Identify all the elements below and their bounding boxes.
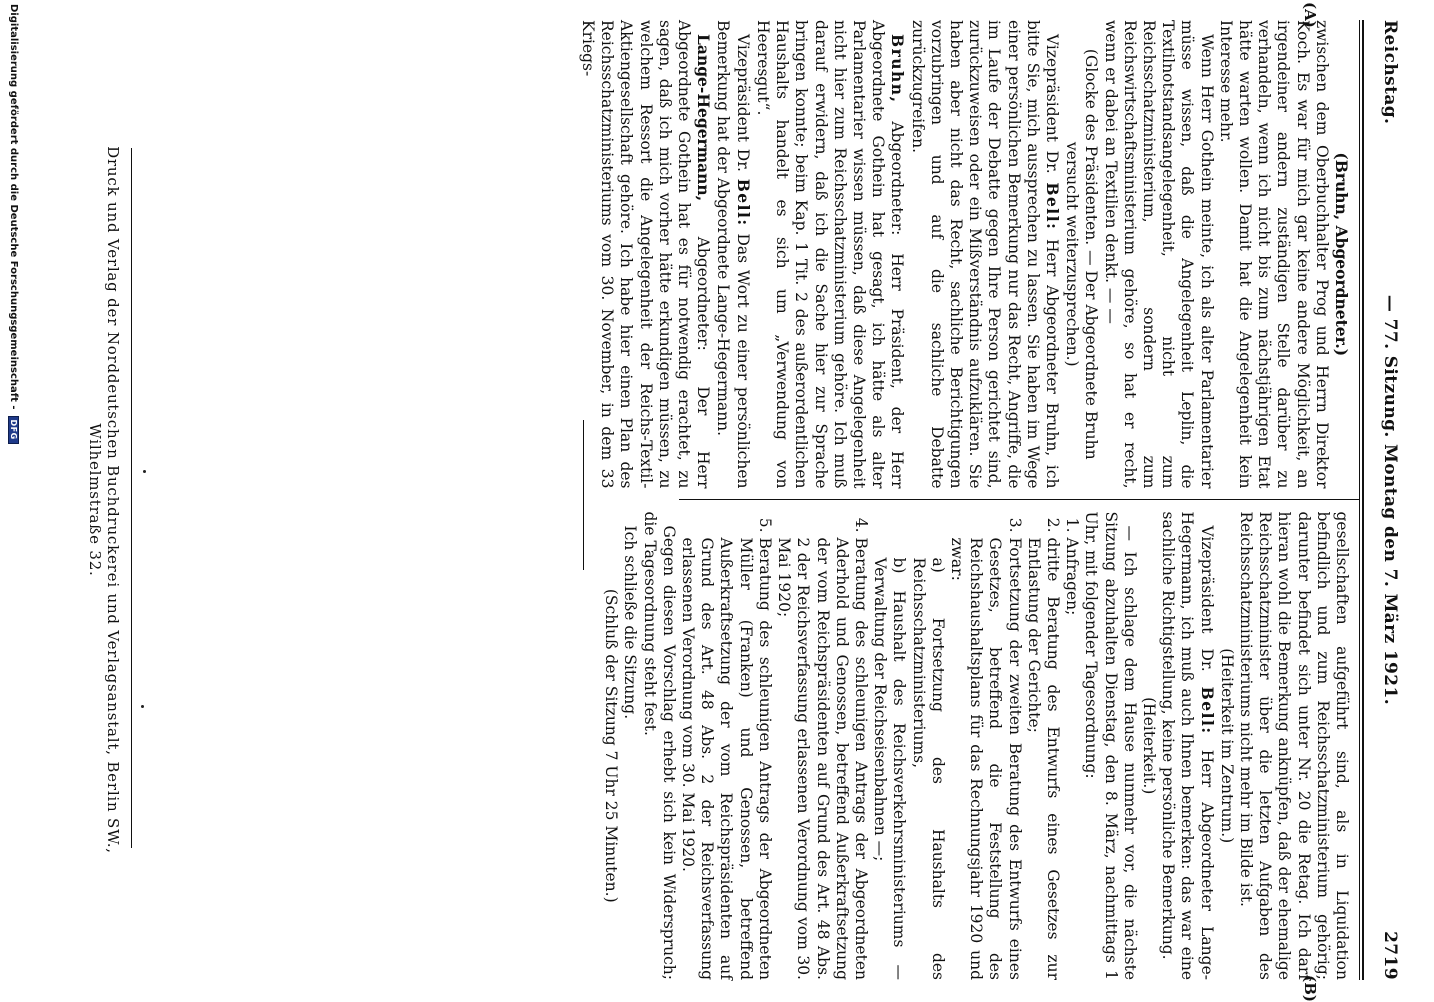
header-rule — [1362, 20, 1364, 980]
scan-speck — [143, 470, 146, 473]
page-content — [310, 2, 1400, 1002]
paragraph: Gegen diesen Vorschlag erhebt sich kein Widerspruch; die Tagesordnung steht fest. — [640, 511, 678, 980]
stage-direction: (Heiterkeit im Zentrum.) — [1217, 648, 1236, 844]
agenda-item: 4. Beratung des schleunigen Antrags der Abgeordneten Aderhold und Genossen, betreffend Außerkraftsetzung der vom Reichspräsidenten auf Grund des Art. 48 Abs. 2 der Reichsverfassung erlassenen Verordnung vom 30. Mai 1920; — [774, 538, 870, 981]
stage-direction: (Heiterkeit.) — [1139, 697, 1158, 795]
header-rule-thin — [1359, 20, 1360, 980]
paragraph: gesellschaften aufgeführt sind, als in Liquidation befindlich und zum Reichsschatzministerium gehörig; darunter befindet sich unter Nr. 20 die Retag. Ich darf hieran wohl die Bemerkung anknüpfen, daß der ehemalige Reichsschatzminister über die letzten Aufgaben des Reichsschatzministeriums nicht mehr im Bilde ist. — [1236, 511, 1351, 980]
imprint-rule — [131, 148, 132, 848]
paragraph: Vizepräsident Dr. Bell: Das Wort zu einer persönlichen Bemerkung hat der Abgeordnete Lange-Hegermann. — [714, 20, 753, 489]
right-column — [602, 500, 1359, 1002]
left-column — [579, 2, 1359, 499]
speaker-label: (Bruhn, Abgeordneter.) — [1332, 152, 1351, 357]
paragraph: — Ich schlage dem Hause nunmehr vor, die nächste Sitzung abzuhalten Dienstag, den 8. März, nachmittags 1 Uhr, mit folgender Tagesordnung: — [1082, 511, 1139, 980]
paragraph: Bruhn, Abgeordneter: Herr Präsident, der Herr Abgeordnete Gothein hat gesagt, ich hätte als alter Parlamentarier wissen müssen, daß diese Angelegenheit nicht hier zum Reichsschatzministerium gehöre. Ich muß darauf erwidern, daß ich die Sache hier zur Sprache bringen konnte; beim Kap. 1 Tit. 2 des außerordentlichen Haushalts handelt es sich um „Verwendung von Heeresgut“. — [753, 20, 908, 489]
header-session-date: — 77. Sitzung. Montag den 7. März 1921. — [1380, 294, 1400, 706]
paragraph: zwischen dem Oberbuchhalter Prog und Herrn Direktor Koch. Es war für mich gar keine andere Möglichkeit, an irgendeiner andern zuständigen Stelle darüber zu verhandeln, wenn ich nicht bis zum nächstjährigen Etat hätte warten wollen. Damit hat die Angelegenheit kein Interesse mehr. — [1216, 20, 1331, 489]
stage-direction: (Glocke des Präsidenten. — Der Abgeordnete Bruhn versucht weiterzusprechen.) — [1063, 48, 1101, 460]
header-title: Reichstag. — [1380, 20, 1400, 125]
paragraph: Lange-Hegermann, Abgeordneter: Der Herr Abgeordnete Gothein hat es für notwendig erachtet, zu sagen, daß ich mich vorher hätte erkundigen müssen, zu welchem Ressort die Angelegenheit der Reichs-Textil-Aktiengesellschaft gehöre. Ich habe hier einen Plan des Reichsschatzministeriums vom 30. November, in dem 33 Kriegs- — [579, 20, 714, 489]
margin-mark-a: (A) — [1301, 2, 1319, 28]
paragraph: Vizepräsident Dr. Bell: Herr Abgeordneter Bruhn, ich bitte Sie, mich aussprechen zu lassen. Sie haben im Wege einer persönlichen Bemerkung nur das Recht, Angriffe, die im Laufe der Debatte gegen Ihre Person gerichtet sind, zurückzuweisen oder ein Mißverständnis aufzuklären. Sie haben aber nicht das Recht, sachliche Berichtigungen vorzubringen und auf die sachliche Debatte zurückzugreifen. — [908, 20, 1062, 489]
closing-note: (Schluß der Sitzung 7 Uhr 25 Minuten.) — [602, 588, 621, 903]
page-header — [1366, 20, 1400, 980]
agenda-item: 5. Beratung des schleunigen Antrags der Abgeordneten Müller (Franken) und Genossen, betreffend Außerkraftsetzung der vom Reichspräsidenten auf Grund des Art. 48 Abs. 2 der Reichsverfassung erlassenen Verordnung vom 30. Mai 1920. — [678, 538, 774, 981]
agenda-item: 1. Anfragen; — [1062, 538, 1081, 981]
agenda-item: 2. dritte Beratung des Entwurfs eines Gesetzes zur Entlastung der Gerichte; — [1024, 538, 1062, 981]
text-columns — [579, 2, 1359, 1002]
margin-mark-b: (B) — [1301, 975, 1319, 1002]
agenda-subitem: a) Fortsetzung des Haushalts des Reichsschatzministeriums, — [909, 557, 947, 980]
scan-speck — [141, 705, 144, 708]
paragraph: Ich schließe die Sitzung. — [621, 525, 640, 720]
digitization-text: Digitalisierung gefördert durch die Deutsche Forschungsgemeinschaft - — [8, 4, 19, 410]
agenda-item: 3. Fortsetzung der zweiten Beratung des Entwurfs eines Gesetzes, betreffend die Feststellung des Reichshaushaltsplans für das Rechnungsjahr 1920 und zwar: a) Fortsetzung des Haushalts des Reichsschatzministeriums, b) Haushalt des Reichsverkehrsministeriums — Verwaltung der Reichseisenbahnen —; — [870, 538, 1024, 981]
dfg-logo-icon: DFG — [8, 416, 19, 444]
page-number: 2719 — [1380, 931, 1400, 980]
agenda-subitem: b) Haushalt des Reichsverkehrsministeriums — Verwaltung der Reichseisenbahnen —; — [871, 557, 909, 980]
digitization-note — [8, 4, 19, 444]
imprint-line: Druck und Verlag der Norddeutschen Buchdruckerei und Verlagsanstalt, Berlin SW., Wilhelmstraße 32. — [86, 146, 122, 854]
agenda-list — [678, 512, 1081, 981]
paragraph: Vizepräsident Dr. Bell: Herr Abgeordneter Lange-Hegermann, ich muß auch Ihnen bemerken: das war eine sachliche Richtigstellung, keine persönliche Bemerkung. — [1159, 511, 1217, 980]
paragraph: Wenn Herr Gothein meinte, ich als alter Parlamentarier müsse wissen, daß die Angelegenheit Leplin, die Textilnotstandsangelegenheit, nicht zum Reichsschatzministerium, sondern zum Reichswirtschaftsministerium gehöre, so hat er recht, wenn er dabei an Textilien denkt. — — — [1101, 20, 1216, 489]
column-end-rule — [583, 420, 584, 570]
